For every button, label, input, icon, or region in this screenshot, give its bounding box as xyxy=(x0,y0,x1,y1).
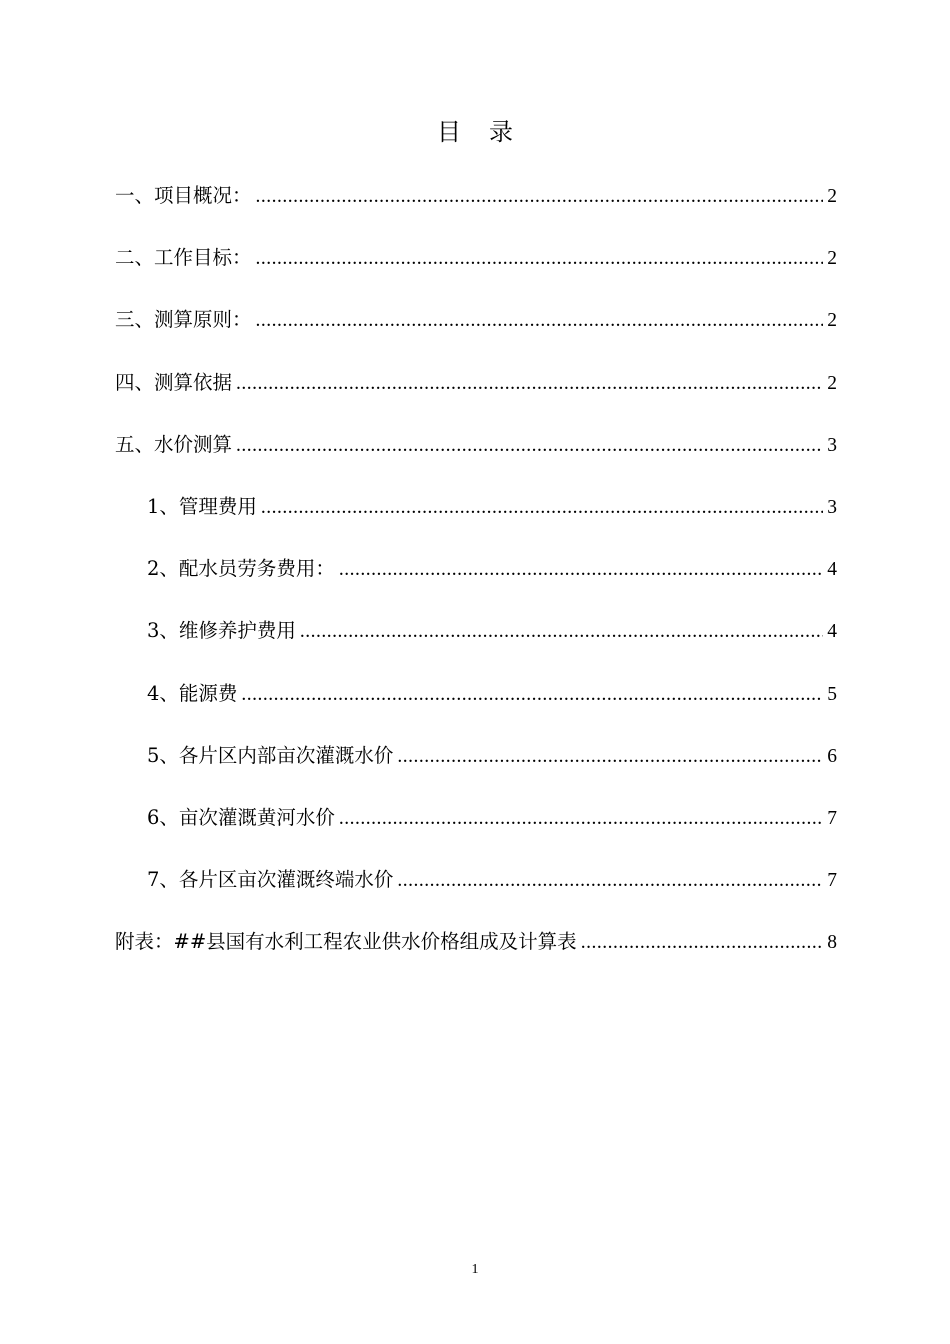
toc-subentry[interactable] xyxy=(115,798,837,860)
toc-entry-label: 三、测算原则： xyxy=(115,308,252,332)
toc-subentry[interactable] xyxy=(115,736,837,798)
toc-list xyxy=(115,176,837,984)
toc-entry-page: 2 xyxy=(827,310,837,332)
toc-dot-leader xyxy=(300,612,823,652)
toc-entry[interactable] xyxy=(115,176,837,238)
toc-dot-leader xyxy=(339,799,823,839)
toc-entry[interactable] xyxy=(115,922,837,984)
toc-entry-page: 7 xyxy=(827,807,837,829)
toc-entry-page: 4 xyxy=(827,559,837,581)
toc-subentry[interactable] xyxy=(115,487,837,549)
toc-entry-label: 6、亩次灌溉黄河水价 xyxy=(147,805,335,829)
toc-entry-page: 3 xyxy=(827,496,837,518)
toc-dot-leader xyxy=(236,364,823,404)
toc-subentry[interactable] xyxy=(115,860,837,922)
toc-entry-page: 4 xyxy=(827,621,837,643)
toc-subentry[interactable] xyxy=(115,674,837,736)
toc-entry-page: 8 xyxy=(827,932,837,954)
toc-entry-page: 2 xyxy=(827,186,837,207)
toc-entry-label: 一、项目概况： xyxy=(115,184,252,207)
toc-entry-label: 4、能源费 xyxy=(147,681,238,705)
toc-entry-page: 7 xyxy=(827,870,837,892)
toc-dot-leader xyxy=(236,426,823,466)
toc-dot-leader xyxy=(261,488,823,528)
toc-entry-page: 5 xyxy=(827,683,837,705)
toc-subentry[interactable] xyxy=(115,611,837,673)
toc-entry-page: 2 xyxy=(827,248,837,270)
toc-entry[interactable] xyxy=(115,363,837,425)
toc-entry-label: 二、工作目标： xyxy=(115,246,252,270)
toc-entry-page: 2 xyxy=(827,372,837,394)
toc-entry-label: 7、各片区亩次灌溉终端水价 xyxy=(147,868,394,892)
page-number: 1 xyxy=(471,1262,479,1277)
toc-entry[interactable] xyxy=(115,425,837,487)
toc-entry-label: 1、管理费用 xyxy=(147,494,257,518)
toc-dot-leader xyxy=(256,177,824,217)
toc-entry-label: 四、测算依据 xyxy=(115,370,233,394)
toc-dot-leader xyxy=(581,923,824,963)
toc-dot-leader xyxy=(339,550,823,590)
toc-dot-leader xyxy=(241,675,823,715)
toc-entry-label: 五、水价测算 xyxy=(115,432,233,456)
toc-entry[interactable] xyxy=(115,300,837,362)
toc-entry-page: 3 xyxy=(827,434,837,456)
toc-dot-leader xyxy=(256,239,824,279)
toc-entry-label: 3、维修养护费用 xyxy=(147,619,296,643)
toc-subentry[interactable] xyxy=(115,549,837,611)
toc-entry-page: 6 xyxy=(827,745,837,767)
toc-entry-label: 2、配水员劳务费用： xyxy=(147,557,335,581)
toc-dot-leader xyxy=(397,861,823,901)
toc-entry-label: 5、各片区内部亩次灌溉水价 xyxy=(147,743,394,767)
toc-dot-leader xyxy=(256,301,824,341)
toc-dot-leader xyxy=(397,737,823,777)
toc-entry-label: 附表：##县国有水利工程农业供水价格组成及计算表 xyxy=(115,930,577,954)
toc-entry[interactable] xyxy=(115,238,837,300)
toc-title: 目录 xyxy=(437,118,541,146)
